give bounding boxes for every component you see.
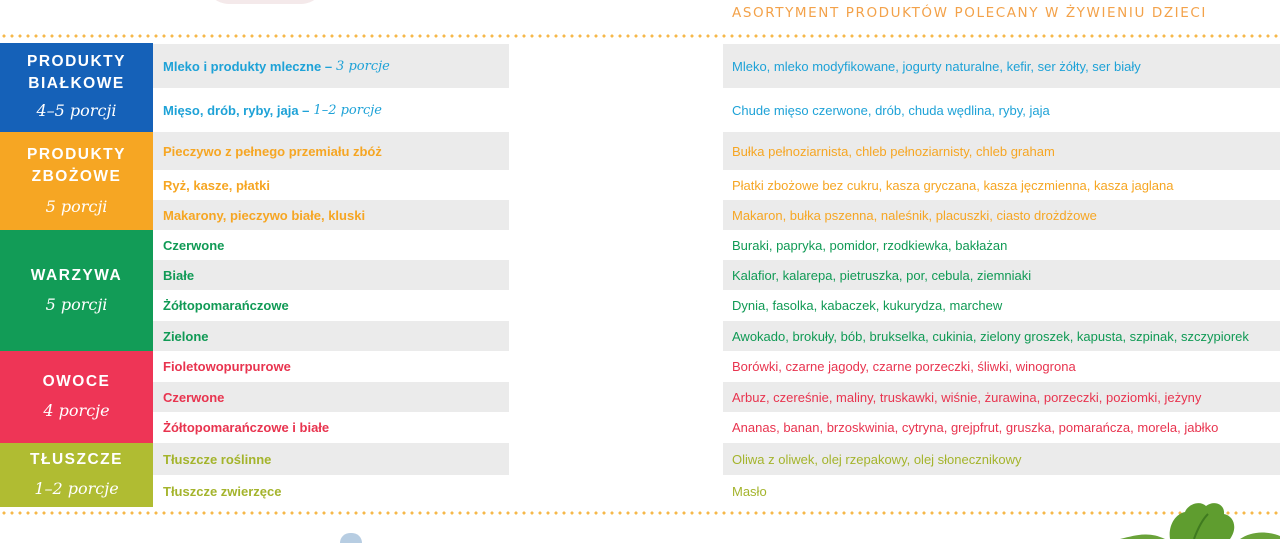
row-items: Ananas, banan, brzoskwinia, cytryna, grejpfrut, gruszka, pomarańcza, morela, jabłko [732,420,1219,435]
category-title: WARZYWA [30,267,123,284]
row-label: Czerwone [163,389,225,405]
row-label: Tłuszcze roślinne [163,451,272,467]
row-portion: 3 porcje [336,58,390,74]
row-label: Żółtopomarańczowe [163,298,289,313]
category-title: OWOCE [42,373,111,390]
table-row [153,382,1280,412]
category-portions: 4 porcje [43,401,110,420]
bubble-decoration [340,533,362,543]
dotted-divider-top [0,34,1280,38]
category-zbozowe [0,132,153,230]
category-title: PRODUKTY ZBOŻOWE [27,146,126,185]
row-label: Mięso, drób, ryby, jaja – 1–2 porcje [163,102,382,118]
category-title: TŁUSZCZE [30,451,123,468]
row-label: Ryż, kasze, płatki [163,177,270,193]
row-items: Bułka pełnoziarnista, chleb pełnoziarnisty, chleb graham [732,143,1055,159]
row-items: Awokado, brokuły, bób, brukselka, cukinia, zielony groszek, kapusta, szpinak, szczypiorek [732,328,1249,344]
category-portions: 5 porcji [45,197,108,216]
parsley-leaf-icon [1110,496,1280,539]
table-row [153,230,1280,260]
page-title: ASORTYMENT PRODUKTÓW POLECANY W ŻYWIENIU DZIECI [732,5,1207,21]
table-row [153,290,1280,321]
row-items: Arbuz, czereśnie, maliny, truskawki, wiśnie, żurawina, porzeczki, poziomki, jeżyny [732,389,1202,405]
row-items: Buraki, papryka, pomidor, rzodkiewka, bakłażan [732,237,1008,253]
category-owoce [0,351,153,443]
row-label: Zielone [163,328,209,344]
row-items: Makaron, bułka pszenna, naleśnik, placuszki, ciasto drożdżowe [732,207,1097,223]
dotted-divider-bottom [0,511,1280,515]
category-title: PRODUKTY BIAŁKOWE [27,53,126,92]
table-row [153,44,1280,88]
category-portions: 1–2 porcje [34,479,119,498]
table-row [153,351,1280,382]
category-portions: 5 porcji [45,295,108,314]
row-items: Masło [732,483,767,499]
row-label: Makarony, pieczywo białe, kluski [163,207,366,223]
row-label: Fioletowopurpurowe [163,359,291,374]
category-bialkowe [0,43,153,132]
row-portion: 1–2 porcje [313,102,382,118]
category-tluszcze [0,443,153,507]
row-label: Żółtopomarańczowe i białe [163,420,330,435]
category-portions: 4–5 porcji [36,101,117,120]
row-items: Borówki, czarne jagody, czarne porzeczki, śliwki, winogrona [732,359,1076,374]
table-row [153,170,1280,200]
row-items: Mleko, mleko modyfikowane, jogurty naturalne, kefir, ser żółty, ser biały [732,58,1141,74]
table-row [153,132,1280,170]
category-warzywa [0,230,153,351]
row-label: Białe [163,267,195,283]
row-items: Kalafior, kalarepa, pietruszka, por, cebula, ziemniaki [732,267,1032,283]
row-items: Chude mięso czerwone, drób, chuda wędlina, ryby, jaja [732,102,1050,118]
table-row [153,88,1280,132]
table-row [153,260,1280,290]
table-row [153,200,1280,230]
row-label: Mleko i produkty mleczne – 3 porcje [163,58,390,74]
plate-decoration [205,0,325,4]
table-row [153,412,1280,443]
table-row [153,443,1280,475]
row-label: Pieczywo z pełnego przemiału zbóż [163,143,382,159]
table-row [153,321,1280,351]
row-items: Oliwa z oliwek, olej rzepakowy, olej słonecznikowy [732,451,1022,467]
row-label: Czerwone [163,237,225,253]
row-items: Dynia, fasolka, kabaczek, kukurydza, marchew [732,298,1003,313]
row-items: Płatki zbożowe bez cukru, kasza gryczana, kasza jęczmienna, kasza jaglana [732,177,1174,193]
row-label: Tłuszcze zwierzęce [163,483,282,499]
